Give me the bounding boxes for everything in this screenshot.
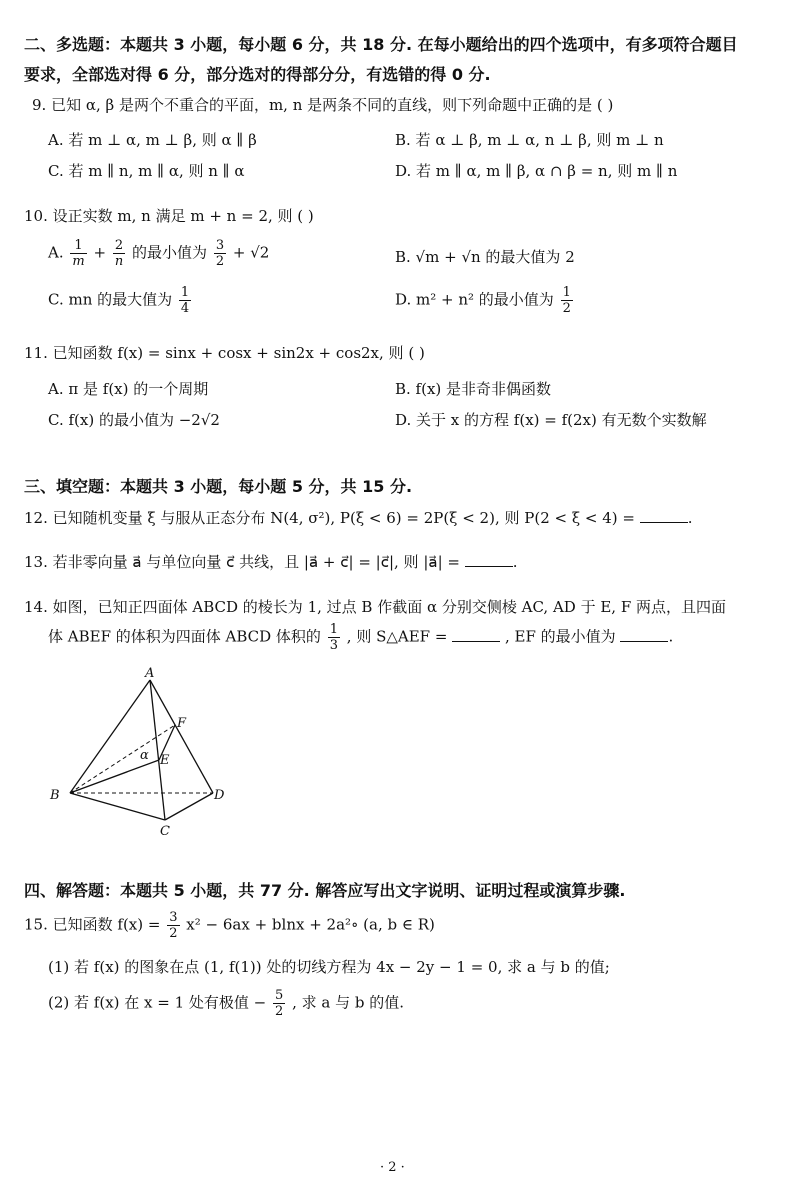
edge-ab bbox=[70, 680, 150, 793]
section3-heading: 三、填空题：本题共 3 小题，每小题 5 分，共 15 分. bbox=[24, 477, 413, 496]
q15-stem-post: x² − 6ax + blnx + 2a²∘ (a, b ∈ R) bbox=[186, 915, 435, 934]
q10-option-b: B. √m + √n 的最大值为 2 bbox=[395, 248, 575, 266]
q12-answer-blank bbox=[640, 521, 688, 523]
q10-a-plus: + bbox=[93, 243, 107, 262]
q10-a-frac3: $\frac{3}{2}$ bbox=[215, 238, 225, 269]
q9-option-a: A. 若 m ⊥ α, m ⊥ β, 则 α ∥ β bbox=[48, 131, 257, 149]
q11-stem: 11. 已知函数 f(x) = sinx + cosx + sin2x + cos2x, 则 ( ) bbox=[24, 344, 425, 362]
section2-heading-line1: 二、多选题：本题共 3 小题，每小题 6 分，共 18 分. 在每小题给出的四个选项中，有多项符合题目 bbox=[24, 35, 738, 54]
q9-option-b: B. 若 α ⊥ β, m ⊥ α, n ⊥ β, 则 m ⊥ n bbox=[395, 131, 664, 149]
q10-a-mid: 的最小值为 bbox=[132, 243, 208, 262]
q14-line2-end: . bbox=[668, 627, 674, 646]
label-a: A bbox=[145, 666, 155, 681]
label-e: E bbox=[160, 753, 170, 768]
q12-line bbox=[24, 507, 693, 528]
q13-line bbox=[24, 551, 518, 572]
q14-line2-mid2: , EF 的最小值为 bbox=[505, 627, 616, 646]
q10-d-frac: $\frac{1}{2}$ bbox=[562, 285, 571, 316]
section2-heading-line2: 要求，全部选对得 6 分，部分选对的得部分分，有选错的得 0 分. bbox=[24, 65, 491, 84]
q10-stem: 10. 设正实数 m, n 满足 m + n = 2, 则 ( ) bbox=[24, 207, 314, 225]
q14-line2-pre: 体 ABEF 的体积为四面体 ABCD 体积的 bbox=[48, 627, 321, 646]
q9-option-d: D. 若 m ∥ α, m ∥ β, α ∩ β = n, 则 m ∥ n bbox=[395, 162, 678, 180]
q13-answer-blank bbox=[465, 565, 513, 567]
label-d: D bbox=[214, 788, 225, 803]
q13-end: . bbox=[512, 553, 518, 571]
segment-be bbox=[70, 760, 159, 793]
section4-heading: 四、解答题：本题共 5 小题，共 77 分. 解答应写出文字说明、证明过程或演算步骤. bbox=[24, 881, 626, 900]
q15-p2-pre: (2) 若 f(x) 在 x = 1 处有极值 − bbox=[48, 993, 267, 1012]
q10-a-frac2: $\frac{2}{n}$ bbox=[114, 238, 124, 269]
page-number: · 2 · bbox=[380, 1160, 405, 1175]
q15-stem-pre: 15. 已知函数 f(x) = bbox=[24, 915, 161, 934]
label-c: C bbox=[160, 824, 170, 839]
q11-option-a: A. π 是 f(x) 的一个周期 bbox=[48, 380, 209, 398]
label-b: B bbox=[50, 788, 60, 803]
q10-a-frac1: $\frac{1}{m}$ bbox=[72, 238, 85, 269]
q15-part1: (1) 若 f(x) 的图象在点 (1, f(1)) 处的切线方程为 4x − 2y − 1 = 0, 求 a 与 b 的值; bbox=[48, 958, 610, 976]
label-alpha: α bbox=[140, 748, 149, 763]
q14-blank1 bbox=[452, 640, 500, 642]
q10-a-prefix: A. bbox=[48, 243, 64, 262]
q14-frac: $\frac{1}{3}$ bbox=[329, 622, 338, 653]
q14-line2-mid: , 则 S△AEF = bbox=[346, 627, 448, 646]
q11-option-d: D. 关于 x 的方程 f(x) = f(2x) 有无数个实数解 bbox=[395, 411, 707, 429]
edge-ad bbox=[150, 680, 213, 793]
q12-text: 12. 已知随机变量 ξ 与服从正态分布 N(4, σ²), P(ξ < 6) = 2P(ξ < 2), 则 P(2 < ξ < 4) = bbox=[24, 509, 635, 527]
q10-d-prefix: D. m² + n² 的最小值为 bbox=[395, 290, 554, 309]
q10-c-prefix: C. mn 的最大值为 bbox=[48, 290, 173, 309]
q15-part2 bbox=[48, 988, 404, 1019]
edge-ac bbox=[150, 680, 165, 820]
q10-c-frac: $\frac{1}{4}$ bbox=[180, 285, 190, 316]
q12-end: . bbox=[687, 509, 693, 527]
q10-option-a bbox=[48, 238, 269, 269]
q10-a-tail: + √2 bbox=[232, 243, 270, 262]
q9-stem: 9. 已知 α, β 是两个不重合的平面，m, n 是两条不同的直线，则下列命题中正确的是 ( ) bbox=[32, 96, 614, 114]
q13-text: 13. 若非零向量 a⃗ 与单位向量 c⃗ 共线，且 |a⃗ + c⃗| = |c⃗|, 则 |a⃗| = bbox=[24, 553, 460, 571]
q14-line1: 14. 如图，已知正四面体 ABCD 的棱长为 1, 过点 B 作截面 α 分别交侧棱 AC, AD 于 E, F 两点，且四面 bbox=[24, 598, 727, 616]
q14-line2 bbox=[48, 622, 673, 653]
q10-option-d bbox=[395, 285, 575, 316]
edge-bc bbox=[70, 793, 165, 820]
q15-p2-post: , 求 a 与 b 的值. bbox=[292, 993, 405, 1012]
q9-option-c: C. 若 m ∥ n, m ∥ α, 则 n ∥ α bbox=[48, 162, 245, 180]
q11-option-b: B. f(x) 是非奇非偶函数 bbox=[395, 380, 552, 398]
q11-option-c: C. f(x) 的最小值为 −2√2 bbox=[48, 411, 220, 429]
tetrahedron-figure bbox=[40, 665, 240, 845]
q14-blank2 bbox=[620, 640, 668, 642]
label-f: F bbox=[177, 716, 187, 731]
q15-stem bbox=[24, 910, 435, 941]
edge-cd bbox=[165, 793, 213, 820]
q15-frac: $\frac{3}{2}$ bbox=[169, 910, 178, 941]
q15-p2-frac: $\frac{5}{2}$ bbox=[275, 988, 284, 1019]
q10-option-c bbox=[48, 285, 193, 316]
